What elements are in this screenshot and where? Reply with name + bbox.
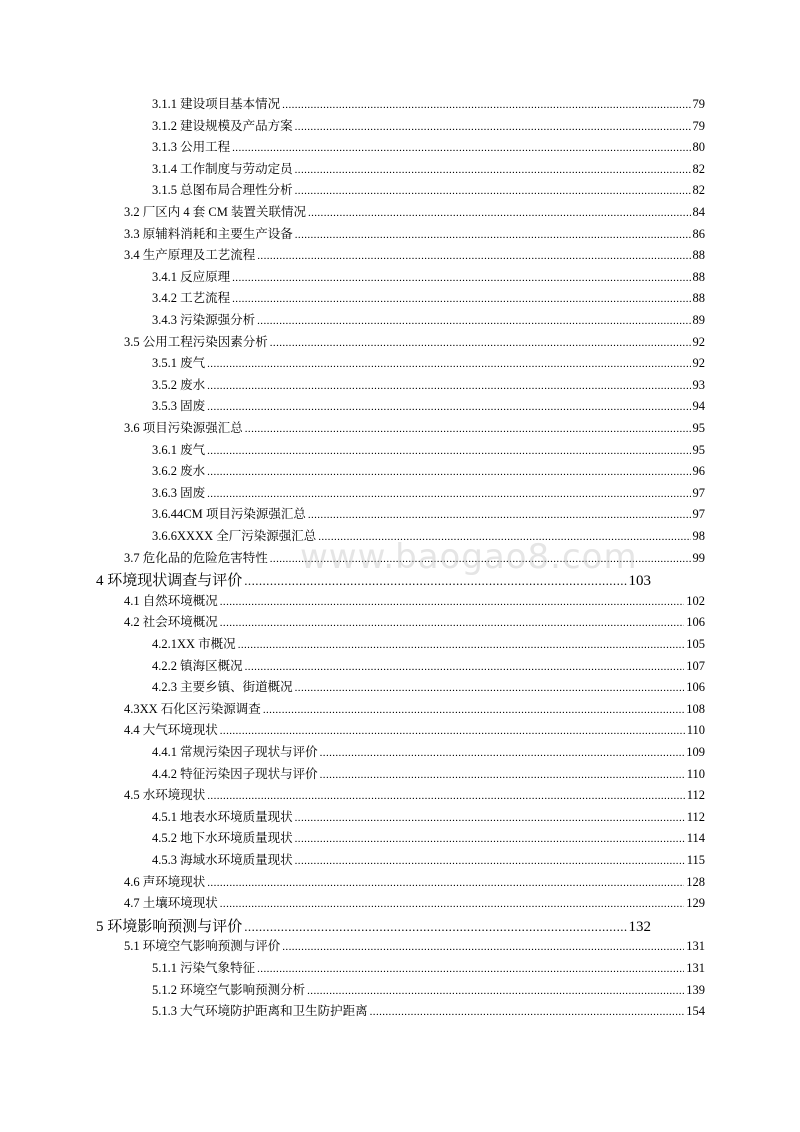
toc-dot-leader: [308, 506, 691, 523]
toc-entry-page-number: 108: [686, 701, 705, 716]
toc-entry-page-number: 80: [692, 140, 705, 155]
toc-entry-page-number: 89: [692, 313, 705, 327]
toc-dot-leader: [282, 96, 690, 113]
toc-entry-title: 4.5 水环境现状: [124, 788, 206, 803]
toc-entry[interactable]: [152, 679, 705, 696]
toc-dot-leader: [295, 118, 691, 135]
toc-entry-title: 3.1.4 工作制度与劳动定员: [152, 161, 293, 176]
toc-entry[interactable]: [124, 614, 705, 631]
toc-entry-title: 3.1.3 公用工程: [152, 140, 231, 155]
toc-entry-page-number: 154: [686, 1004, 705, 1019]
toc-entry-page-number: 79: [692, 118, 705, 133]
toc-entry[interactable]: [124, 593, 705, 610]
toc-entry-page-number: 115: [686, 853, 705, 867]
toc-entry[interactable]: [152, 377, 705, 394]
toc-entry-title: 5.1.2 环境空气影响预测分析: [152, 982, 306, 997]
toc-entry-title: 3.6.1 废气: [152, 442, 206, 457]
toc-dot-leader: [257, 247, 690, 264]
toc-entry-title: 5.1 环境空气影响预测与评价: [124, 939, 281, 954]
toc-entry-title: 5.1.3 大气环境防护距离和卫生防护距离: [152, 1004, 368, 1019]
toc-entry-title: 3.6 项目污染源强汇总: [124, 421, 243, 435]
toc-entry[interactable]: [152, 290, 705, 307]
toc-entry[interactable]: [152, 852, 705, 869]
toc-entry-page-number: 95: [692, 442, 705, 457]
toc-entry-page-number: 128: [686, 874, 705, 889]
toc-dot-leader: [257, 312, 690, 329]
toc-entry-page-number: 93: [692, 377, 705, 392]
toc-dot-leader: [220, 593, 684, 610]
toc-dot-leader: [220, 722, 685, 739]
toc-entry-page-number: 84: [692, 205, 705, 219]
toc-entry[interactable]: [124, 226, 705, 243]
toc-entry-title: 3.5.3 固废: [152, 399, 206, 414]
toc-entry-page-number: 82: [692, 161, 705, 176]
toc-entry[interactable]: [152, 982, 705, 999]
toc-entry-title: 4.4.2 特征污染因子现状与评价: [152, 766, 318, 781]
toc-entry-title: 3.1.2 建设规模及产品方案: [152, 118, 293, 133]
toc-entry[interactable]: [152, 809, 705, 826]
toc-entry[interactable]: [152, 766, 705, 783]
toc-entry[interactable]: [124, 247, 705, 264]
toc-entry[interactable]: [124, 874, 705, 891]
toc-entry-title: 4.4.1 常规污染因子现状与评价: [152, 745, 318, 759]
toc-entry-title: 3.6.3 固废: [152, 485, 206, 500]
toc-entry-title: 3.3 原辅料消耗和主要生产设备: [124, 226, 293, 241]
toc-dot-leader: [295, 226, 691, 243]
toc-entry[interactable]: [152, 463, 705, 480]
toc-entry-title: 3.5 公用工程污染因素分析: [124, 334, 268, 349]
toc-entry-page-number: 97: [692, 507, 705, 522]
toc-entry-page-number: 129: [686, 896, 705, 911]
toc-entry-title: 3.4 生产原理及工艺流程: [124, 248, 256, 263]
toc-entry-page-number: 96: [692, 464, 705, 479]
toc-entry-title: 4.4 大气环境现状: [124, 723, 218, 738]
toc-dot-leader: [207, 442, 690, 459]
toc-entry[interactable]: [152, 960, 705, 977]
toc-entry-title: 4.5.1 地表水环境质量现状: [152, 809, 293, 824]
toc-entry-title: 3.4.3 污染源强分析: [152, 313, 256, 327]
toc-entry-page-number: 131: [686, 939, 705, 954]
toc-entry-page-number: 88: [692, 248, 705, 263]
toc-entry-title: 4.2.3 主要乡镇、街道概况: [152, 680, 293, 695]
toc-dot-leader: [282, 938, 684, 955]
toc-entry-page-number: 88: [692, 291, 705, 306]
toc-entry-title: 5 环境影响预测与评价: [96, 918, 243, 935]
toc-dot-leader: [207, 463, 690, 480]
toc-entry-title: 3.5.2 废水: [152, 377, 206, 392]
toc-entry-page-number: 112: [686, 788, 705, 803]
toc-entry[interactable]: [152, 636, 705, 653]
toc-dot-leader: [238, 636, 685, 653]
toc-entry-title: 4.6 声环境现状: [124, 874, 206, 889]
toc-dot-leader: [263, 701, 684, 718]
toc-entry[interactable]: [152, 312, 705, 329]
toc-dot-leader: [295, 809, 685, 826]
toc-dot-leader: [295, 161, 691, 178]
toc-entry[interactable]: [152, 118, 705, 135]
toc-dot-leader: [220, 614, 684, 631]
toc-entry-title: 4 环境现状调查与评价: [96, 573, 243, 590]
toc-entry[interactable]: [152, 269, 705, 286]
toc-entry[interactable]: [152, 139, 705, 156]
toc-entry-title: 3.1.5 总图布局合理性分析: [152, 183, 293, 198]
toc-entry-title: 4.7 土壤环境现状: [124, 896, 218, 911]
toc-entry-title: 3.6.2 废水: [152, 464, 206, 479]
toc-dot-leader: [207, 485, 690, 502]
toc-entry-page-number: 139: [686, 982, 705, 997]
toc-entry[interactable]: [124, 938, 705, 955]
toc-entry[interactable]: [124, 701, 705, 718]
toc-entry-page-number: 99: [692, 550, 705, 565]
toc-dot-leader: [245, 658, 685, 675]
toc-entry-page-number: 106: [686, 615, 705, 630]
toc-entry[interactable]: [124, 420, 705, 437]
toc-entry[interactable]: [152, 355, 705, 372]
toc-entry[interactable]: [152, 830, 705, 847]
toc-entry-title: 3.4.1 反应原理: [152, 269, 231, 284]
toc-entry-page-number: 97: [692, 485, 705, 500]
toc-entry-title: 3.2 厂区内 4 套 CM 装置关联情况: [124, 205, 306, 219]
toc-entry-title: 3.6.6XXXX 全厂污染源强汇总: [152, 529, 317, 543]
toc-entry[interactable]: [152, 442, 705, 459]
toc-entry[interactable]: [152, 182, 705, 199]
toc-entry-title: 3.6.44CM 项目污染源强汇总: [152, 507, 306, 522]
toc-dot-leader: [295, 679, 685, 696]
toc-entry-page-number: 82: [692, 183, 705, 198]
toc-entry-page-number: 86: [692, 226, 705, 241]
toc-dot-leader: [308, 204, 691, 221]
toc-entry[interactable]: [152, 658, 705, 675]
toc-dot-leader: [295, 852, 685, 869]
toc-entry[interactable]: [152, 744, 705, 761]
toc-entry-page-number: 114: [686, 831, 705, 846]
toc-dot-leader: [232, 290, 690, 307]
toc-dot-leader: [257, 960, 684, 977]
toc-entry[interactable]: [152, 506, 705, 523]
toc-entry-title: 4.2 社会环境概况: [124, 615, 218, 630]
toc-dot-leader: [207, 787, 684, 804]
toc-entry-title: 4.2.2 镇海区概况: [152, 658, 243, 673]
toc-dot-leader: [244, 917, 626, 937]
toc-dot-leader: [245, 420, 691, 437]
toc-entry-title: 4.5.2 地下水环境质量现状: [152, 831, 293, 846]
toc-entry[interactable]: [152, 485, 705, 502]
toc-dot-leader: [320, 744, 685, 761]
toc-entry-title: 4.5.3 海域水环境质量现状: [152, 853, 293, 867]
toc-entry-page-number: 109: [686, 745, 705, 759]
toc-entry-page-number: 105: [686, 637, 705, 651]
toc-entry-page-number: 110: [686, 723, 705, 738]
toc-entry-page-number: 106: [686, 680, 705, 695]
toc-entry-title: 3.1.1 建设项目基本情况: [152, 97, 281, 111]
toc-dot-leader: [307, 982, 684, 999]
toc-dot-leader: [232, 269, 690, 286]
toc-entry[interactable]: [124, 204, 705, 221]
toc-entry-page-number: 112: [686, 809, 705, 824]
toc-entry-page-number: 107: [686, 658, 705, 673]
toc-entry-title: 4.2.1XX 市概况: [152, 637, 236, 651]
toc-entry-page-number: 98: [692, 529, 705, 543]
toc-dot-leader: [207, 398, 690, 415]
toc-entry-title: 3.4.2 工艺流程: [152, 291, 231, 306]
toc-entry-page-number: 131: [686, 961, 705, 975]
toc-dot-leader: [320, 766, 685, 783]
watermark: www.baogao8.com: [300, 537, 638, 577]
toc-entry-title: 4.1 自然环境概况: [124, 593, 218, 608]
toc-dot-leader: [207, 874, 684, 891]
toc-entry[interactable]: [152, 1003, 705, 1020]
toc-entry-title: 4.3XX 石化区污染源调查: [124, 701, 261, 716]
toc-entry[interactable]: [152, 398, 705, 415]
toc-entry-page-number: 110: [686, 766, 705, 781]
toc-dot-leader: [207, 377, 690, 394]
toc-entry-page-number: 95: [692, 421, 705, 435]
toc-entry[interactable]: [152, 161, 705, 178]
toc-dot-leader: [232, 139, 690, 156]
toc-entry-title: 5.1.1 污染气象特征: [152, 961, 256, 975]
toc-entry-page-number: 94: [692, 399, 705, 414]
toc-entry-title: 3.5.1 废气: [152, 356, 206, 371]
toc-entry-page-number: 92: [692, 334, 705, 349]
toc-entry-page-number: 102: [686, 593, 705, 608]
toc-dot-leader: [370, 1003, 685, 1020]
toc-entry[interactable]: [124, 787, 705, 804]
toc-entry-page-number: 79: [692, 97, 705, 111]
toc-entry-title: 3.7 危化品的危险危害特性: [124, 550, 268, 565]
toc-dot-leader: [270, 334, 691, 351]
toc-dot-leader: [220, 895, 684, 912]
toc-entry-page-number: 132: [628, 918, 651, 935]
toc-entry[interactable]: [96, 917, 651, 937]
toc-dot-leader: [295, 830, 685, 847]
toc-entry-page-number: 88: [692, 269, 705, 284]
toc-dot-leader: [295, 182, 691, 199]
toc-entry[interactable]: [124, 895, 705, 912]
toc-entry[interactable]: [124, 334, 705, 351]
toc-entry-page-number: 103: [628, 573, 651, 590]
toc-entry-page-number: 92: [692, 356, 705, 371]
toc-entry[interactable]: [152, 96, 705, 113]
toc-dot-leader: [207, 355, 690, 372]
toc-entry[interactable]: [124, 722, 705, 739]
